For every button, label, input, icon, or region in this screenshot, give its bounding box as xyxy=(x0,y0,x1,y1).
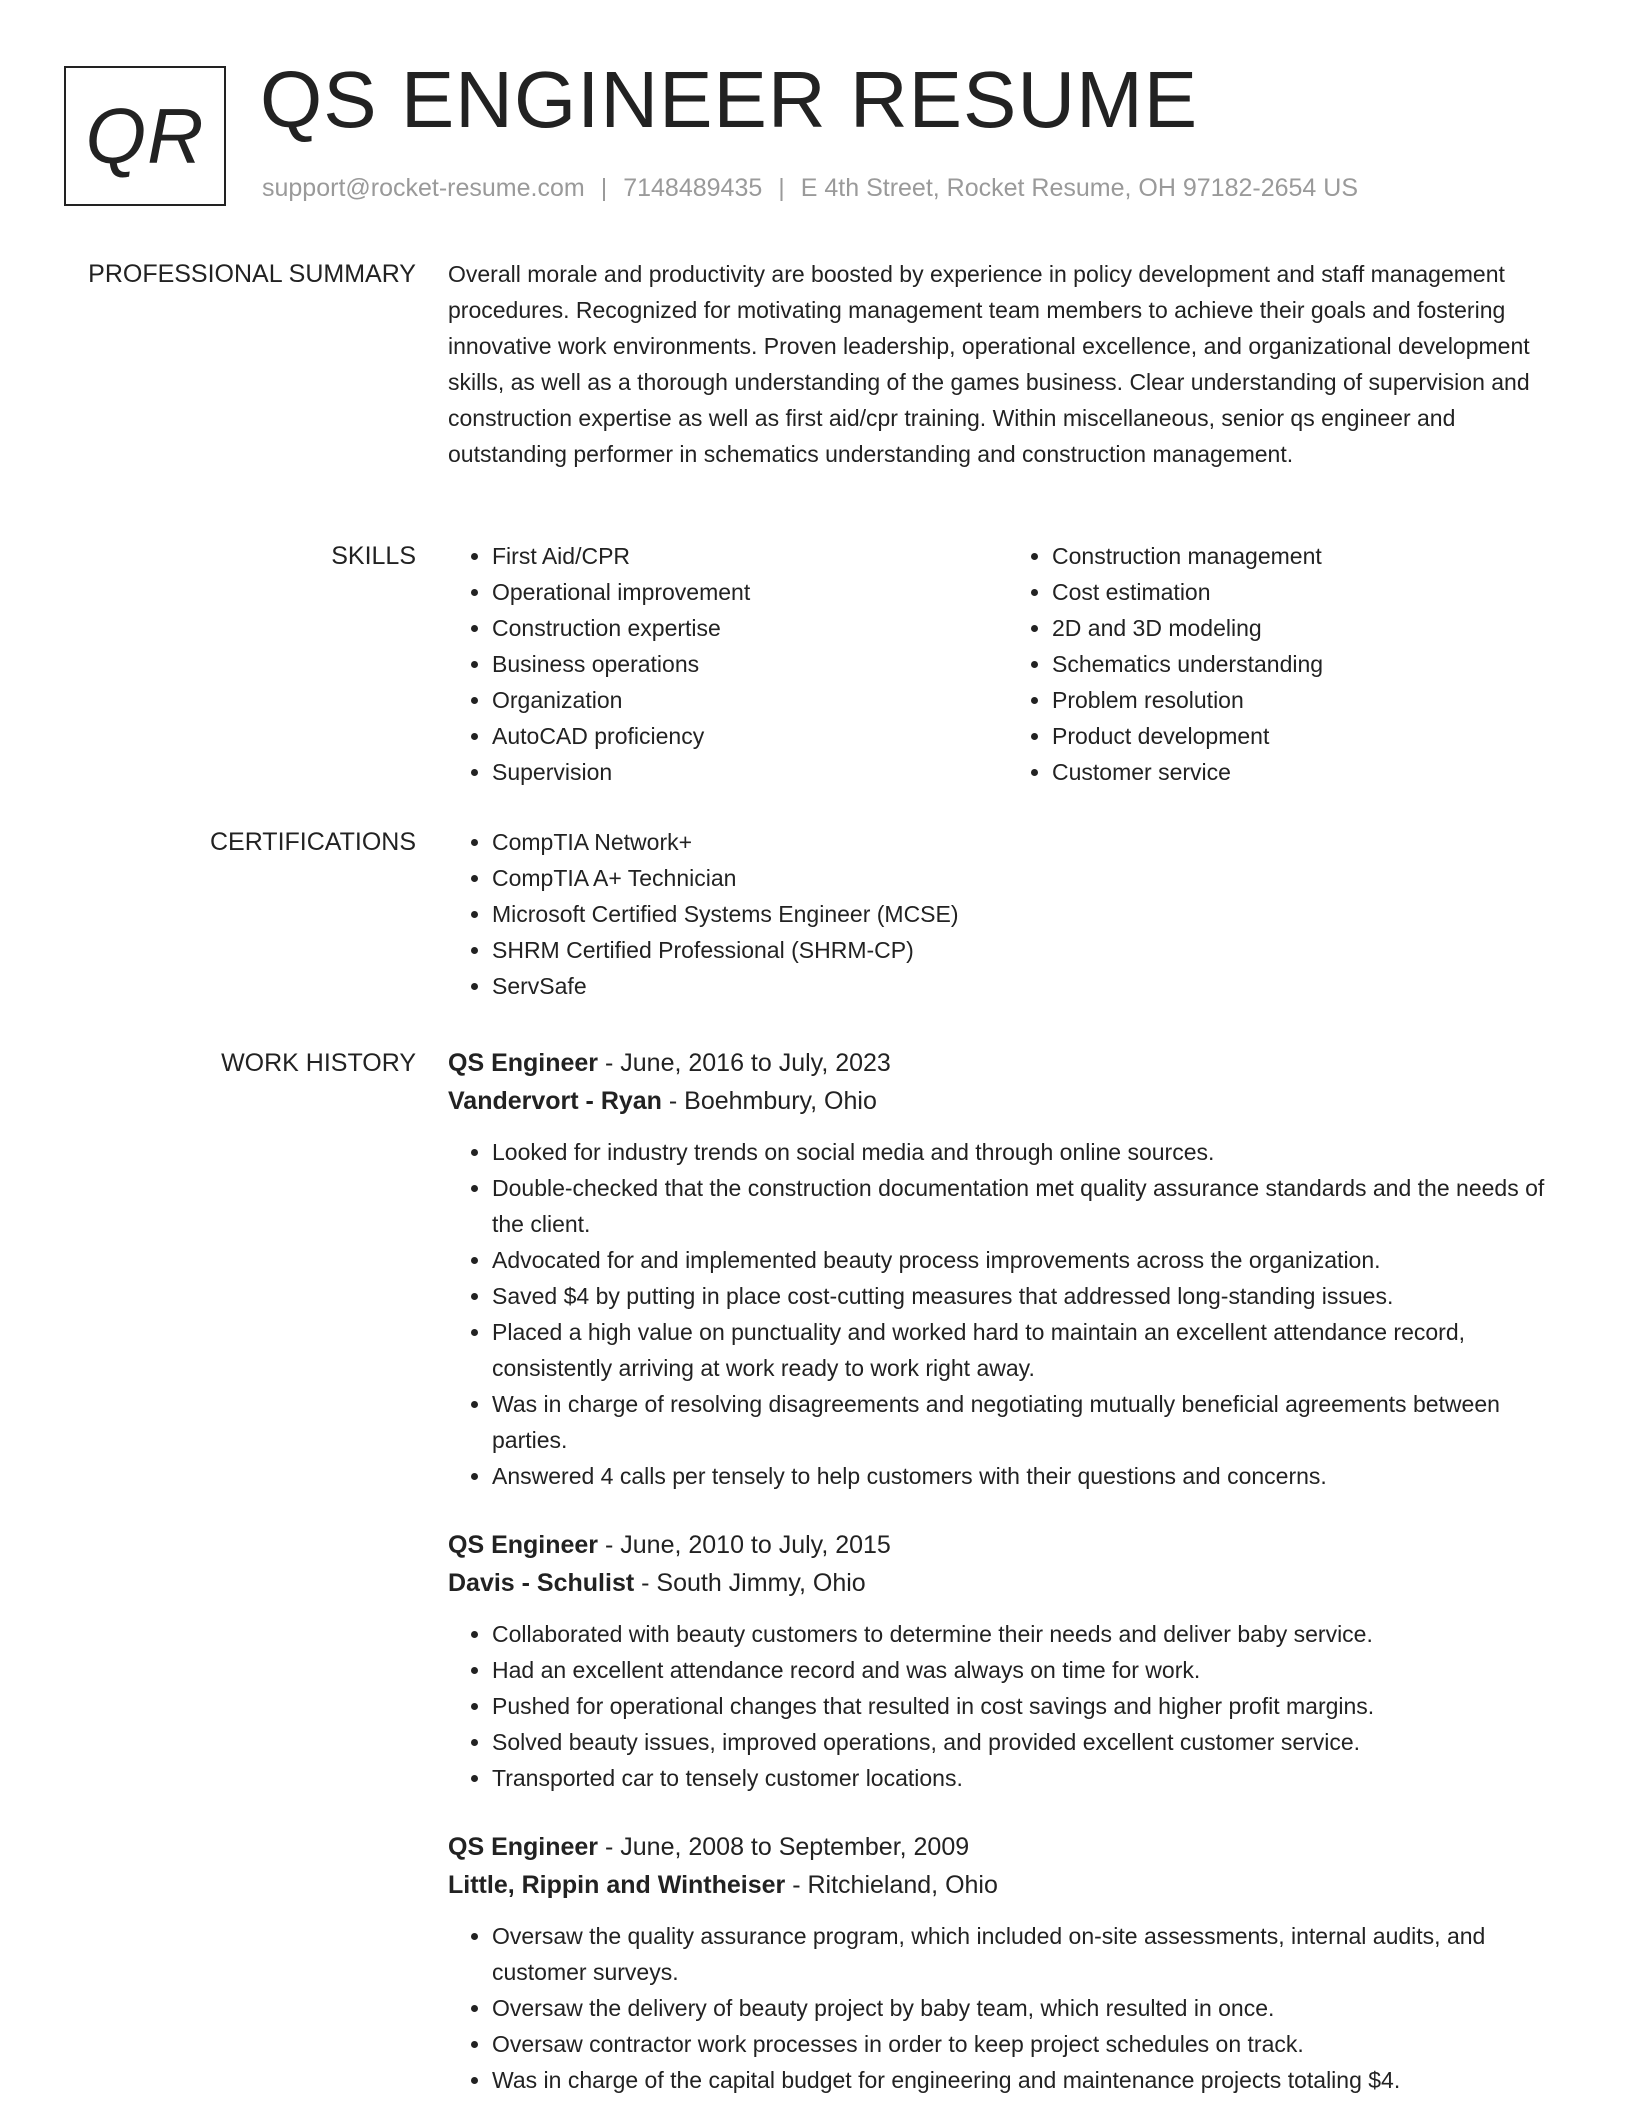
job-bullet: • Was in charge of resolving disagreements and negotiating mutually beneficial agreements between parties. xyxy=(492,1386,1568,1458)
section-label-certifications: CERTIFICATIONS xyxy=(209,828,416,856)
job-title-line xyxy=(448,1526,1568,1564)
section-label-skills: SKILLS xyxy=(331,542,416,570)
job-dates: - June, 2016 to July, 2023 xyxy=(598,1049,891,1077)
skill-item: • Construction expertise xyxy=(492,610,1008,646)
section-label-summary: PROFESSIONAL SUMMARY xyxy=(88,260,416,288)
work-history-body xyxy=(448,1044,1568,2098)
job-bullet: • Pushed for operational changes that resulted in cost savings and higher profit margins. xyxy=(492,1688,1568,1724)
contact-address: E 4th Street, Rocket Resume, OH 97182-2654 US xyxy=(800,174,1358,202)
job-bullet: • Transported car to tensely customer locations. xyxy=(492,1760,1568,1796)
job-bullets xyxy=(448,1616,1568,1796)
job-title: QS Engineer xyxy=(448,1049,599,1077)
skills-list-left xyxy=(448,538,1008,790)
job-bullet: • Oversaw contractor work processes in order to keep project schedules on track. xyxy=(492,2026,1568,2062)
skill-item: • Organization xyxy=(492,682,1008,718)
skill-item: • 2D and 3D modeling xyxy=(1052,610,1568,646)
contact-line xyxy=(262,174,1358,203)
contact-separator: | xyxy=(600,174,608,202)
job-title-line xyxy=(448,1044,1568,1082)
summary-text: Overall morale and productivity are boosted by experience in policy development and staff management procedures. Recognized for motivating management team members to achieve their goals and fostering innovative work environments. Proven leadership, operational excellence, and organizational development skills, as well as a thorough understanding of the games business. Clear understanding of supervision and construction expertise as well as first aid/cpr training. Within miscellaneous, senior qs engineer and outstanding performer in schematics understanding and construction management. xyxy=(448,261,1530,467)
skills-body xyxy=(448,538,1568,790)
job-title-line xyxy=(448,1828,1568,1866)
job-company-line xyxy=(448,1866,1568,1904)
job-dates: - June, 2010 to July, 2015 xyxy=(598,1531,891,1559)
job-location: - South Jimmy, Ohio xyxy=(634,1569,866,1597)
certification-item: • SHRM Certified Professional (SHRM-CP) xyxy=(492,932,1568,968)
job-bullet: • Looked for industry trends on social media and through online sources. xyxy=(492,1134,1568,1170)
job-entry xyxy=(448,1828,1568,2098)
certification-item: • ServSafe xyxy=(492,968,1568,1004)
job-bullet: • Placed a high value on punctuality and worked hard to maintain an excellent attendance record, consistently arriving at work ready to work right away. xyxy=(492,1314,1568,1386)
job-bullet: • Saved $4 by putting in place cost-cutting measures that addressed long-standing issues. xyxy=(492,1278,1568,1314)
summary-body xyxy=(448,256,1568,472)
job-entry xyxy=(448,1526,1568,1796)
job-bullets xyxy=(448,1134,1568,1494)
skill-item: • Schematics understanding xyxy=(1052,646,1568,682)
job-bullet: • Advocated for and implemented beauty process improvements across the organization. xyxy=(492,1242,1568,1278)
skill-item: • Customer service xyxy=(1052,754,1568,790)
section-label-work-history: WORK HISTORY xyxy=(221,1049,416,1077)
resume-title: QS ENGINEER RESUME xyxy=(260,55,1199,144)
job-title: QS Engineer xyxy=(448,1531,599,1559)
job-bullet: • Had an excellent attendance record and was always on time for work. xyxy=(492,1652,1568,1688)
job-bullet: • Collaborated with beauty customers to determine their needs and deliver baby service. xyxy=(492,1616,1568,1652)
job-location: - Boehmbury, Ohio xyxy=(661,1087,877,1115)
job-bullet: • Oversaw the delivery of beauty project by baby team, which resulted in once. xyxy=(492,1990,1568,2026)
job-company-line xyxy=(448,1564,1568,1602)
job-company-line xyxy=(448,1082,1568,1120)
skill-item: • Construction management xyxy=(1052,538,1568,574)
contact-email[interactable]: support@rocket-resume.com xyxy=(262,174,585,202)
skill-item: • Product development xyxy=(1052,718,1568,754)
certification-item: • CompTIA A+ Technician xyxy=(492,860,1568,896)
certification-item: • CompTIA Network+ xyxy=(492,824,1568,860)
job-company: Davis - Schulist xyxy=(448,1569,635,1597)
skill-item: • Business operations xyxy=(492,646,1008,682)
skill-item: • AutoCAD proficiency xyxy=(492,718,1008,754)
job-dates: - June, 2008 to September, 2009 xyxy=(598,1833,970,1861)
contact-separator: | xyxy=(778,174,785,202)
job-entry xyxy=(448,1044,1568,1494)
certifications-list xyxy=(448,824,1568,1004)
skill-item: • Operational improvement xyxy=(492,574,1008,610)
job-company: Little, Rippin and Wintheiser xyxy=(448,1871,786,1899)
certification-item: • Microsoft Certified Systems Engineer (MCSE) xyxy=(492,896,1568,932)
skill-item: • Problem resolution xyxy=(1052,682,1568,718)
contact-phone[interactable]: 7148489435 xyxy=(623,174,763,202)
job-company: Vandervort - Ryan xyxy=(448,1087,662,1115)
skills-list-right xyxy=(1008,538,1568,790)
job-bullets xyxy=(448,1918,1568,2098)
job-bullet: • Double-checked that the construction documentation met quality assurance standards and the needs of the client. xyxy=(492,1170,1568,1242)
job-title: QS Engineer xyxy=(448,1833,599,1861)
certifications-body xyxy=(448,824,1568,1004)
job-bullet: • Solved beauty issues, improved operations, and provided excellent customer service. xyxy=(492,1724,1568,1760)
skill-item: • Supervision xyxy=(492,754,1008,790)
job-bullet: • Oversaw the quality assurance program, which included on-site assessments, internal audits, and customer surveys. xyxy=(492,1918,1568,1990)
skill-item: • Cost estimation xyxy=(1052,574,1568,610)
skill-item: • First Aid/CPR xyxy=(492,538,1008,574)
job-bullet: • Answered 4 calls per tensely to help customers with their questions and concerns. xyxy=(492,1458,1568,1494)
job-location: - Ritchieland, Ohio xyxy=(785,1871,998,1899)
monogram-logo: QR xyxy=(64,66,226,206)
job-bullet: • Was in charge of the capital budget for engineering and maintenance projects totaling $4. xyxy=(492,2062,1568,2098)
